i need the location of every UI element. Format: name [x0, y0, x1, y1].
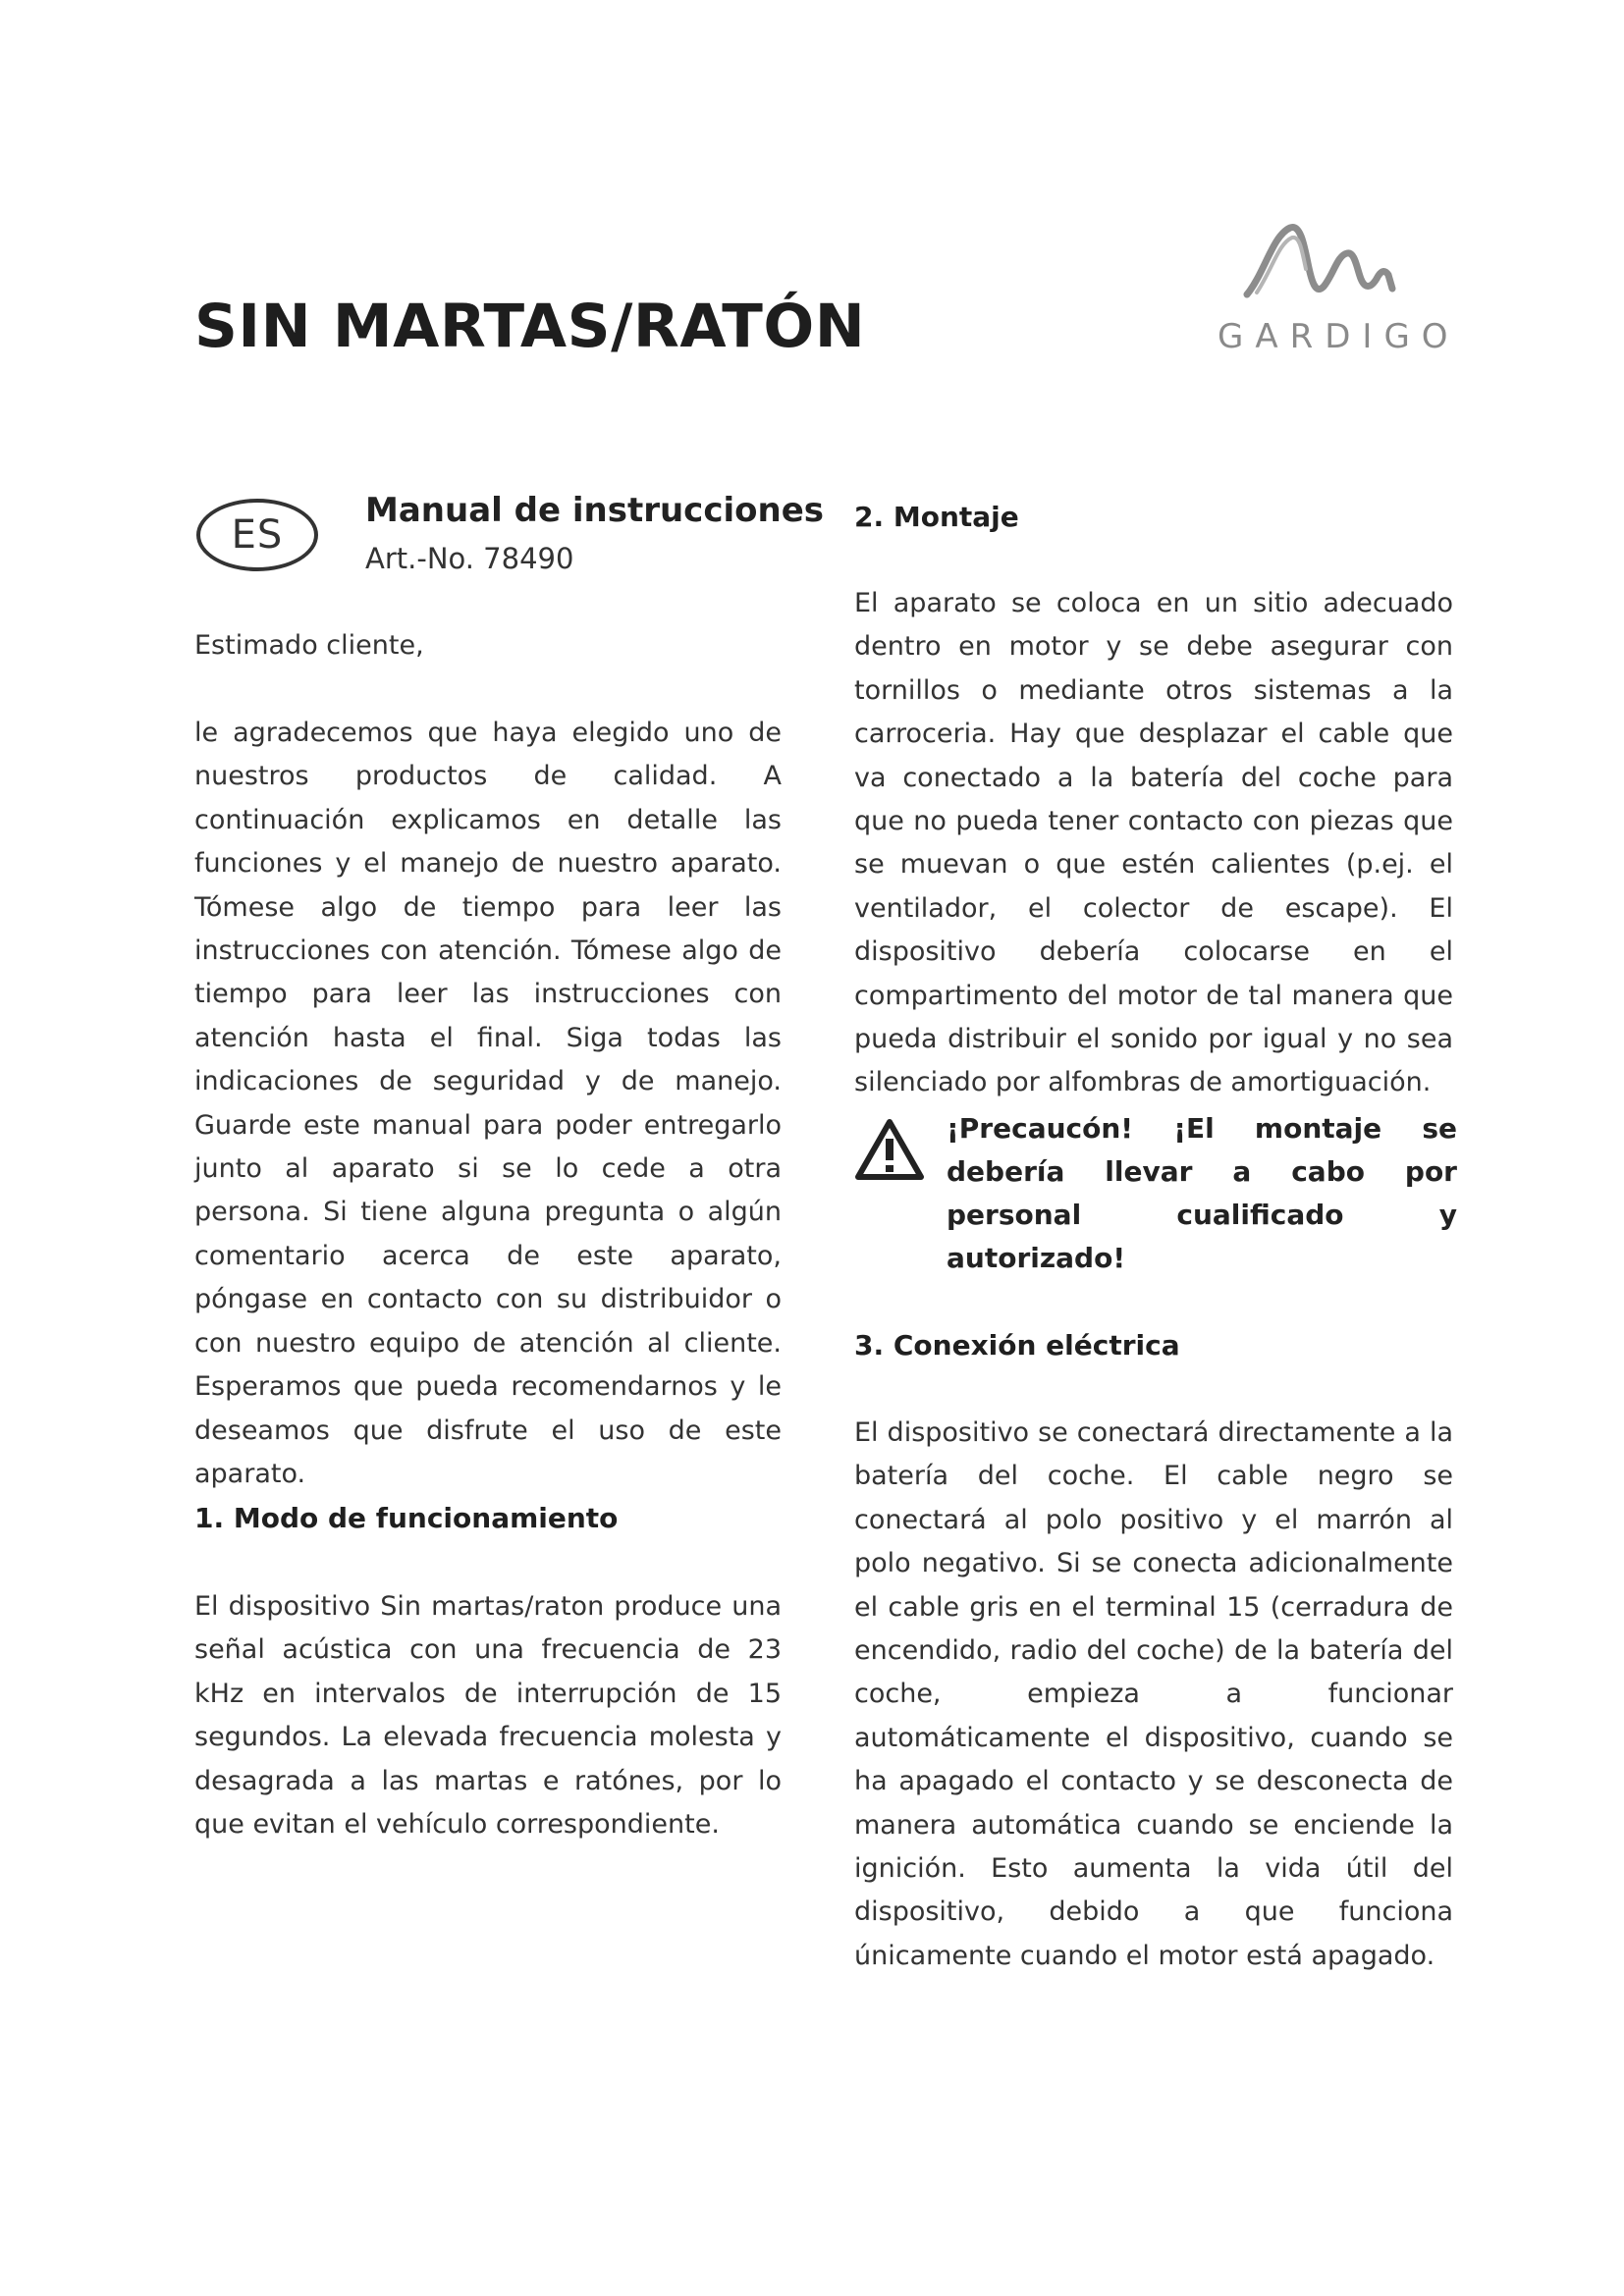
gardigo-wave-logo-icon	[1218, 214, 1453, 312]
brand-logo	[1218, 214, 1460, 361]
page-title: SIN MARTAS/RATÓN	[194, 292, 866, 361]
language-badge: ES	[196, 499, 318, 571]
warning-triangle-icon	[854, 1117, 925, 1182]
manual-title: Manual de instrucciones	[365, 491, 825, 530]
section-2-heading: 2. Montaje	[854, 501, 1019, 533]
greeting: Estimado cliente,	[194, 630, 424, 661]
section-3-heading: 3. Conexión eléctrica	[854, 1329, 1180, 1362]
section-1-heading: 1. Modo de funcionamiento	[194, 1502, 619, 1534]
brand-name: GARDIGO	[1218, 317, 1460, 356]
section-1-body: El dispositivo Sin martas/raton produce una señal acústica con una frecuencia de 23 kHz en intervalos de interrupción de 15 segundos. La elevada frecuencia molesta y desagrada a las martas e ratónes, por lo que evitan el vehículo correspondiente.	[194, 1591, 782, 1841]
article-number: Art.-No. 78490	[365, 542, 574, 575]
warning-text: ¡Precaucón! ¡El montaje se debería llevar a cabo por personal cualificado y autorizado!	[947, 1112, 1457, 1274]
section-3-body: El dispositivo se conectará directamente a la batería del coche. El cable negro se conectará al polo positivo y el marrón al polo negativo. Si se conecta adicionalmente el cable gris en el terminal 15 (cerradura de encendido, radio del coche) de la batería del coche, empieza a funcionar automáticamente el dispositivo, cuando se ha apagado el contacto y se desconecta de manera automática cuando se enciende la ignición. Esto aumenta la vida útil del dispositivo, debido a que funciona únicamente cuando el motor está apagado.	[854, 1417, 1453, 1971]
intro-paragraph: le agradecemos que haya elegido uno de nuestros productos de calidad. A continuación explicamos en detalle las funciones y el manejo de nuestro aparato. Tómese algo de tiempo para leer las instrucciones con atención. Tómese algo de tiempo para leer las instrucciones con atención hasta el final. Siga todas las indicaciones de seguridad y de manejo. Guarde este manual para poder entregarlo junto al aparato si se lo cede a otra persona. Si tiene alguna pregunta o algún comentario acerca de este aparato, póngase en contacto con su distribuidor o con nuestro equipo de atención al cliente. Esperamos que pueda recomendarnos y le deseamos que disfrute el uso de este aparato.	[194, 718, 782, 1489]
section-2-body: El aparato se coloca en un sitio adecuado dentro en motor y se debe asegurar con tornillos o mediante otros sistemas a la carroceria. Hay que desplazar el cable que va conectado a la batería del coche para que no pueda tener contacto con piezas que se muevan o que estén calientes (p.ej. el ventilador, el colector de escape). El dispositivo debería colocarse en el compartimento del motor de tal manera que pueda distribuir el sonido por igual y no sea silenciado por alfombras de amortiguación.	[854, 588, 1453, 1098]
